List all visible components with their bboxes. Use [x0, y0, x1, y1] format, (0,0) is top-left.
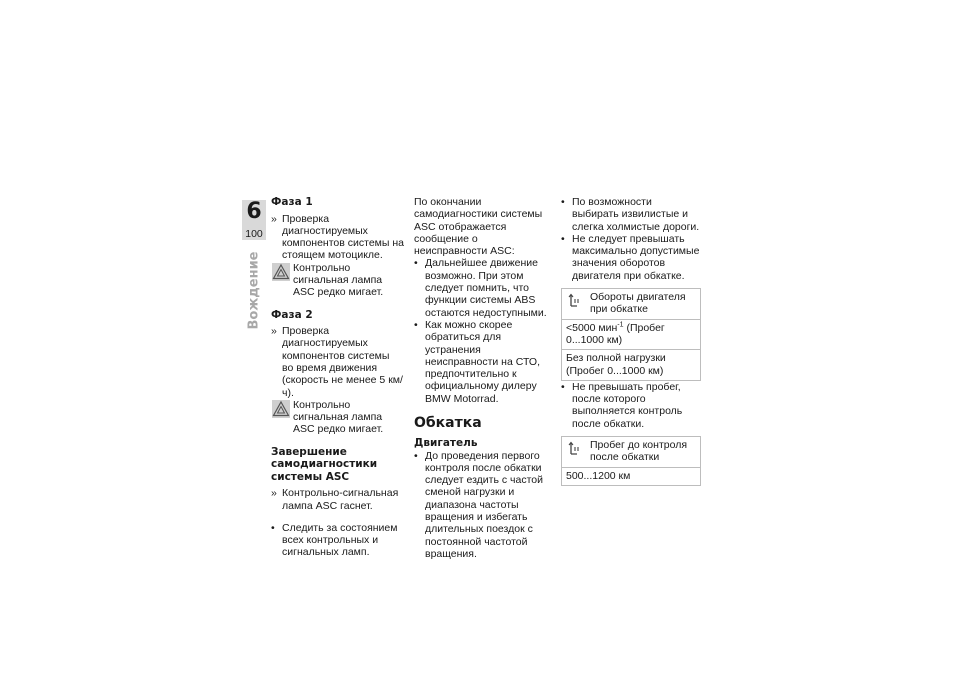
engine-bullet-text: До проведения первого контроля после обкатки следует ездить с частой сменой нагрузки и диапазона частоты вращения и избегать длительных поездок с постоянной частотой вращения. [425, 449, 543, 560]
phase1-result-text: Контрольно сигнальная лампа ASC редко мигает. [293, 261, 384, 299]
completion-step [271, 487, 405, 512]
bullet: • [271, 521, 275, 534]
asc-bullet-1 [414, 257, 550, 318]
phase2-step-line-1: Проверка диагностируемых компонентов системы [282, 325, 390, 362]
warning-triangle-icon [272, 400, 290, 418]
mileage-bullet [561, 381, 701, 430]
chapter-title: Вождение [246, 251, 262, 330]
rpm-bullet [561, 233, 701, 282]
step-marker: » [271, 487, 277, 500]
mileage-spec-row-1: 500...1200 км [566, 469, 631, 482]
completion-bullet-text: Следить за состоянием всех контрольных и сигнальных ламп. [282, 521, 398, 559]
step-marker: » [271, 212, 277, 225]
phase1-step [271, 213, 405, 262]
phase1-result [271, 262, 405, 299]
bullet: • [561, 380, 565, 393]
page-number: 100 [245, 228, 263, 240]
phase2-step-line-2: во время движения (скорость не менее 5 км/ч). [282, 361, 403, 399]
phase2-heading: Фаза 2 [271, 308, 313, 321]
phase2-result-text: Контрольно сигнальная лампа ASC редко мигает. [293, 398, 384, 436]
warning-triangle-icon [272, 263, 290, 281]
bullet: • [414, 318, 418, 331]
spec-table-icon [568, 293, 582, 312]
phase1-step-text: Проверка диагностируемых компонентов системы на стоящем мотоцикле. [282, 212, 404, 262]
mileage-spec-header-text: Пробег до контроля после обкатки [590, 439, 688, 464]
bullet: • [414, 449, 418, 462]
asc-intro: По окончании самодиагностики системы ASC отображается сообщение о неисправности ASC: [414, 196, 543, 258]
rpm-spec-unit-exponent: -1 [617, 321, 624, 329]
bullet: • [561, 196, 565, 208]
asc-bullet-2-text: Как можно скорее обратиться для устранения неисправности на СТО, предпочтительно к официальному дилеру BMW Motorrad. [425, 318, 540, 405]
rpm-bullet-text: Не следует превышать максимально допустимые значения оборотов двигателя при обкатке. [572, 232, 700, 282]
roads-bullet-text: По возможности выбирать извилистые и слегка холмистые дороги. [572, 196, 700, 233]
completion-bullet [271, 522, 405, 559]
rpm-spec-row-2: Без полной нагрузки (Пробег 0...1000 км) [566, 352, 666, 377]
rpm-spec-table [561, 288, 701, 381]
chapter-number: 6 [246, 199, 262, 224]
phase2-step [271, 325, 405, 399]
section-title: Обкатка [414, 415, 482, 432]
asc-bullet-2 [414, 319, 550, 405]
mileage-bullet-text: Не превышать пробег, после которого выполняется контроль после обкатки. [572, 380, 683, 430]
rpm-spec-row-1 [562, 320, 700, 351]
completion-step-text: Контрольно-сигнальная лампа ASC гаснет. [282, 487, 399, 512]
column-2 [414, 196, 550, 560]
bullet: • [561, 232, 565, 245]
mileage-spec-table [561, 436, 701, 486]
asc-bullet-1-text: Дальнейшее движение возможно. При этом следует помнить, что функции системы ABS остаются недоступными. [425, 257, 547, 319]
rpm-spec-mileage: (Пробег 0...1000 км) [566, 321, 665, 346]
mileage-spec-header [562, 437, 700, 468]
rpm-spec-value: <5000 мин [566, 321, 618, 334]
spec-table-icon [568, 441, 582, 460]
subsection-title: Двигатель [414, 437, 478, 450]
roads-bullet [561, 196, 701, 233]
step-marker: » [271, 325, 277, 338]
column-1 [271, 196, 405, 559]
rpm-spec-header-text: Обороты двигателя при обкатке [590, 291, 686, 316]
rpm-spec-header [562, 289, 700, 320]
engine-bullet [414, 450, 550, 561]
phase1-heading: Фаза 1 [271, 196, 313, 208]
phase2-result [271, 399, 405, 436]
column-3 [561, 196, 701, 486]
completion-heading: Завершение самодиагностики системы ASC [271, 445, 378, 483]
bullet: • [414, 257, 418, 270]
